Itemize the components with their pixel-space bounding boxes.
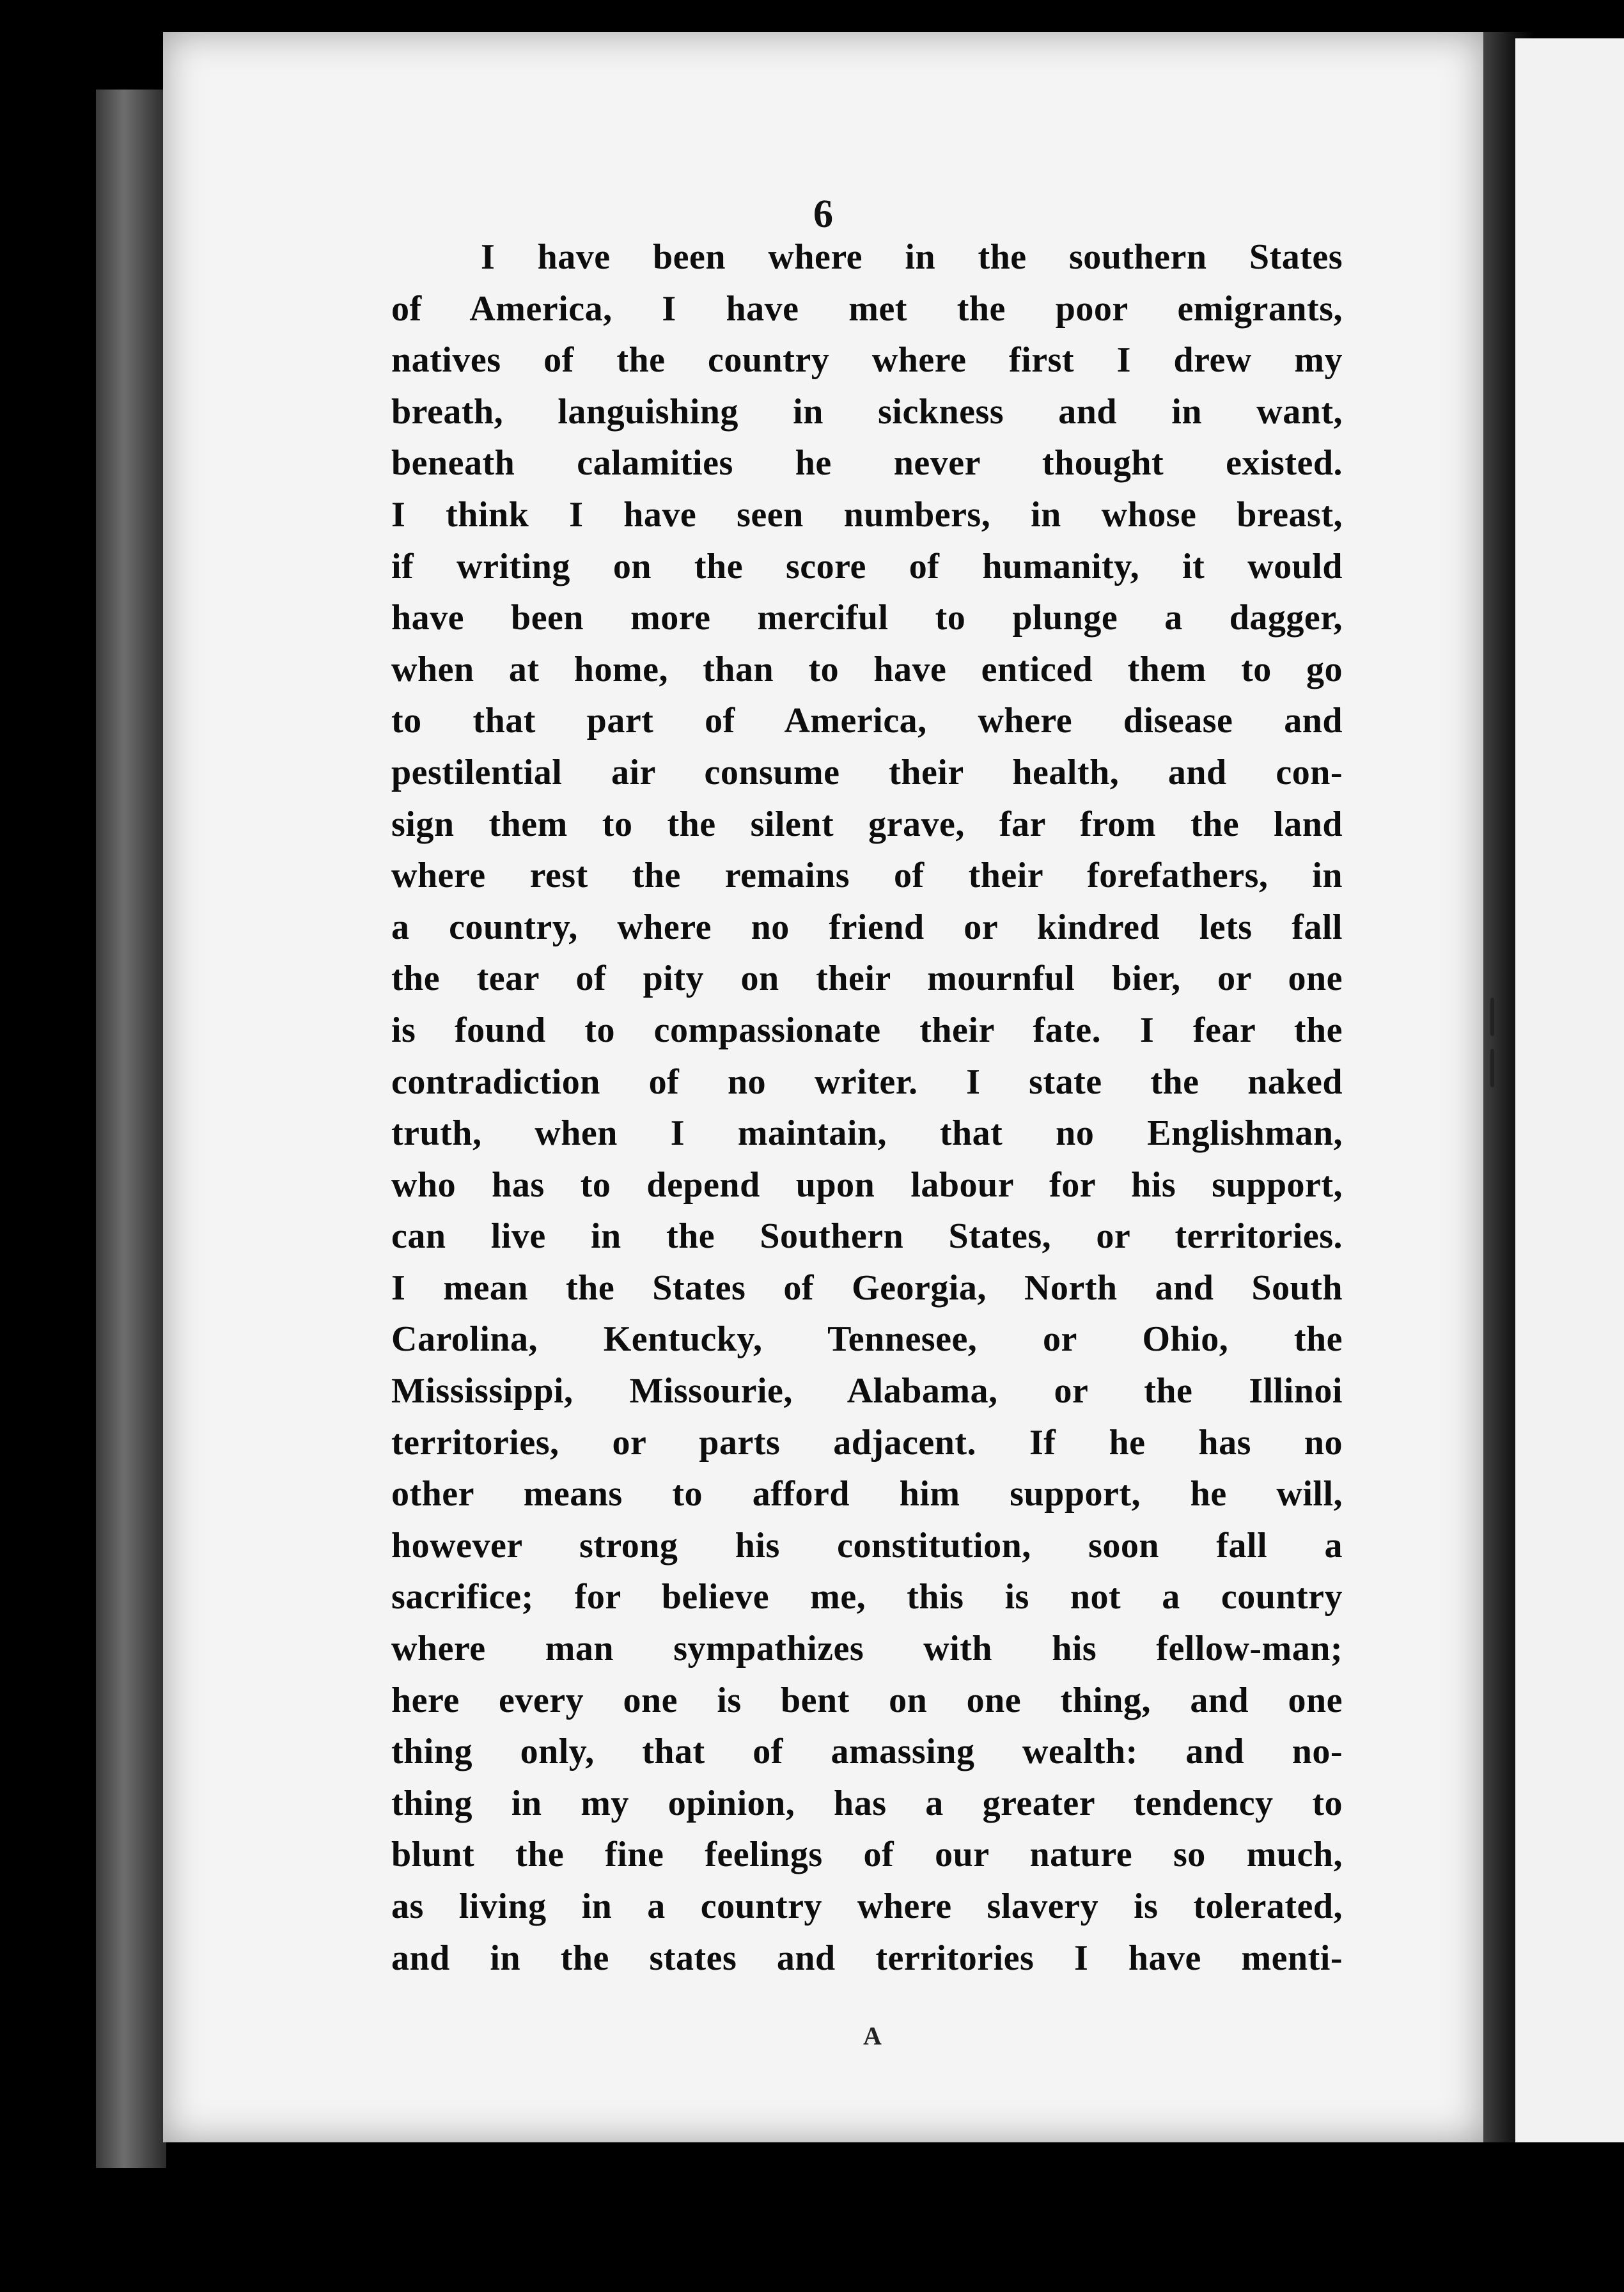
facing-page-edge [1515, 38, 1624, 2142]
text-line: have been more merciful to plunge a dagger, [391, 598, 1343, 638]
text-line: here every one is bent on one thing, and one [391, 1680, 1343, 1720]
text-line: I mean the States of Georgia, North and South [391, 1268, 1343, 1308]
facing-page-marks [1487, 985, 1499, 1151]
text-line: where man sympathizes with his fellow-man; [391, 1629, 1343, 1669]
text-line: and in the states and territories I have menti- [391, 1938, 1343, 1978]
text-line: thing only, that of amassing wealth: and no- [391, 1732, 1343, 1772]
text-line: Mississippi, Missourie, Alabama, or the Illinoi [391, 1371, 1343, 1411]
text-line: other means to afford him support, he will, [391, 1474, 1343, 1514]
text-line: can live in the Southern States, or territories. [391, 1216, 1343, 1257]
text-line: where rest the remains of their forefathers, in [391, 856, 1343, 896]
signature-mark: A [863, 2021, 882, 2050]
text-line: blunt the fine feelings of our nature so much, [391, 1835, 1343, 1875]
book-spine-edge [96, 90, 166, 2168]
text-line: is found to compassionate their fate. I fear the [391, 1010, 1343, 1050]
text-line: pestilential air consume their health, and con- [391, 752, 1343, 792]
text-line: to that part of America, where disease and [391, 701, 1343, 741]
text-line: I think I have seen numbers, in whose breast, [391, 494, 1343, 535]
text-line: thing in my opinion, has a greater tendency to [391, 1783, 1343, 1823]
text-line: sacrifice; for believe me, this is not a country [391, 1577, 1343, 1617]
text-line: when at home, than to have enticed them to go [391, 649, 1343, 689]
text-line: of America, I have met the poor emigrants, [391, 288, 1343, 329]
text-line: as living in a country where slavery is tolerated, [391, 1887, 1343, 1926]
text-line: truth, when I maintain, that no Englishman, [391, 1113, 1343, 1154]
text-line: natives of the country where first I drew my [391, 340, 1343, 381]
text-line: however strong his constitution, soon fall a [391, 1525, 1343, 1566]
text-line: beneath calamities he never thought existed. [391, 443, 1343, 483]
body-text [391, 232, 1343, 1984]
text-line: breath, languishing in sickness and in want, [391, 391, 1343, 432]
text-line: I have been where in the southern States [481, 237, 1343, 277]
text-line: a country, where no friend or kindred lets fall [391, 907, 1343, 947]
text-line: who has to depend upon labour for his support, [391, 1165, 1343, 1205]
text-line: contradiction of no writer. I state the naked [391, 1062, 1343, 1102]
text-line: territories, or parts adjacent. If he has no [391, 1422, 1343, 1463]
text-line: if writing on the score of humanity, it would [391, 546, 1343, 586]
text-line: sign them to the silent grave, far from the land [391, 804, 1343, 844]
text-line: the tear of pity on their mournful bier, or one [391, 959, 1343, 999]
text-line: Carolina, Kentucky, Tennesee, or Ohio, the [391, 1319, 1343, 1360]
page-number: 6 [813, 192, 833, 236]
